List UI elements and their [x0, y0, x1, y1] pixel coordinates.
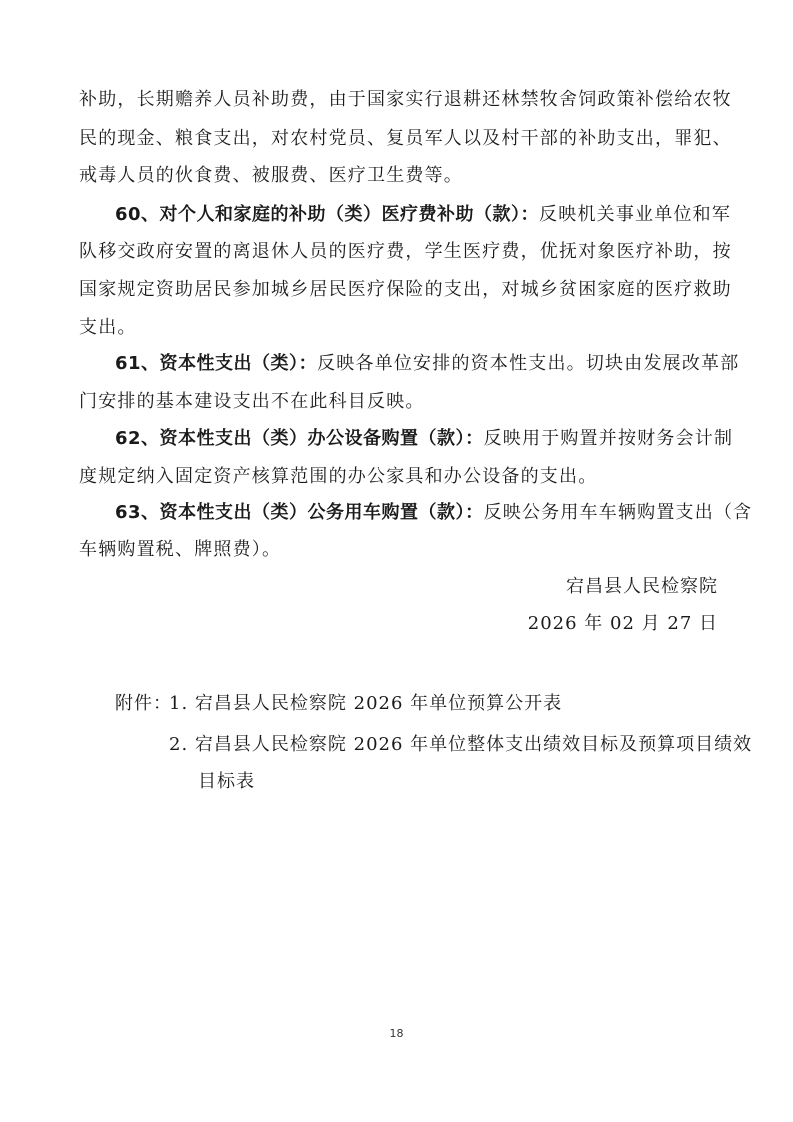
item-60-first-line	[115, 203, 732, 227]
item-heading: 63、资本性支出（类）公务用车购置（款）	[115, 502, 466, 523]
item-separator: ：	[298, 353, 318, 374]
item-separator: ：	[520, 204, 540, 225]
paragraph-line: 国家规定资助居民参加城乡居民医疗保险的支出，对城乡贫困家庭的医疗救助	[79, 279, 732, 300]
paragraph-line: 门安排的基本建设支出不在此科目反映。	[79, 391, 425, 412]
item-heading: 62、资本性支出（类）办公设备购置（款）	[115, 428, 466, 449]
paragraph-line: 度规定纳入固定资产核算范围的办公家具和办公设备的支出。	[79, 466, 598, 487]
item-text: 反映机关事业单位和军	[539, 204, 732, 225]
attachment-item-2: 2. 宕昌县人民检察院 2026 年单位整体支出绩效目标及预算项目绩效	[169, 734, 753, 755]
item-separator: ：	[465, 502, 484, 523]
item-separator: ：	[465, 428, 484, 449]
signature-org: 宕昌县人民检察院	[566, 576, 718, 597]
signature-date: 2026 年 02 月 27 日	[527, 613, 718, 634]
attachment-label: 附件：	[115, 693, 172, 714]
paragraph-line: 戒毒人员的伙食费、被服费、医疗卫生费等。	[79, 165, 463, 186]
item-text: 反映用于购置并按财务会计制	[483, 428, 734, 449]
paragraph-line: 民的现金、粮食支出，对农村党员、复员军人以及村干部的补助支出，罪犯、	[79, 128, 732, 149]
paragraph-line: 支出。	[79, 317, 137, 338]
item-text: 反映公务用车车辆购置支出（含	[483, 502, 753, 523]
paragraph-line: 队移交政府安置的离退休人员的医疗费，学生医疗费，优抚对象医疗补助，按	[79, 241, 732, 262]
paragraph-line: 车辆购置税、牌照费）。	[79, 539, 282, 560]
paragraph-line: 补助，长期赡养人员补助费，由于国家实行退耕还林禁牧舍饲政策补偿给农牧	[79, 89, 732, 110]
item-61-first-line	[115, 352, 740, 376]
item-heading: 61、资本性支出（类）	[115, 353, 299, 374]
item-62-first-line	[115, 427, 734, 451]
item-heading: 60、对个人和家庭的补助（类）医疗费补助（款）	[115, 204, 521, 225]
item-text: 反映各单位安排的资本性支出。切块由发展改革部	[317, 353, 740, 374]
attachment-item-1: 1. 宕昌县人民检察院 2026 年单位预算公开表	[169, 693, 563, 714]
item-63-first-line	[115, 501, 753, 525]
page-number: 18	[389, 1027, 404, 1040]
attachment-item-2-continued: 目标表	[198, 771, 255, 792]
